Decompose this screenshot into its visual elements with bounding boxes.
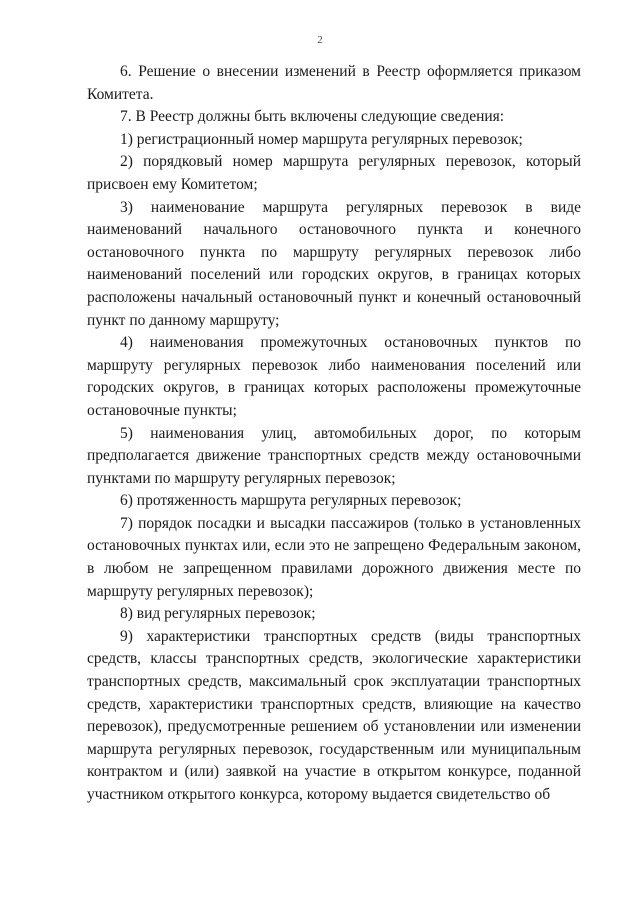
paragraph-decision-changes: 6. Решение о внесении изменений в Реестр оформляется приказом Комитета. <box>87 63 581 103</box>
list-item-transport-type: 8) вид регулярных перевозок; <box>120 605 316 623</box>
list-item-vehicle-characteristics: 9) характеристики транспортных средств (виды транспортных средств, классы транспортных средств, экологические характеристики транспортных средств, максимальный срок эксплуатации транспортных средств, характеристики транспортных средств, влияющие на качество перевозок), предусмотренные решением об установлении или изменении маршрута регулярных перевозок, государственным или муниципальным контрактом и (или) заявкой на участие в открытом конкурсе, поданной участником открытого конкурса, которому выдается свидетельство об <box>87 627 581 803</box>
list-item-route-name: 3) наименование маршрута регулярных перевозок в виде наименований начального остановочного пункта и конечного остановочного пункта по маршруту регулярных перевозок либо наименований поселений или городских округов, в границах которых расположены начальный остановочный пункт и конечный остановочный пункт по данному маршруту; <box>87 198 581 329</box>
list-item-streets-roads: 5) наименования улиц, автомобильных дорог, по которым предполагается движение транспортных средств между остановочными пунктами по маршруту регулярных перевозок; <box>87 424 581 487</box>
paragraph-registry-contents: 7. В Реестр должны быть включены следующие сведения: <box>120 108 505 126</box>
page-number: 2 <box>317 34 323 46</box>
list-item-boarding-procedure: 7) порядок посадки и высадки пассажиров (только в установленных остановочных пунктах или, если это не запрещено Федеральным законом, в любом не запрещенном правилами дорожного движения месте по маршруту регулярных перевозок); <box>87 514 581 600</box>
list-item-route-length: 6) протяженность маршрута регулярных перевозок; <box>120 492 462 510</box>
list-item-sequence-number: 2) порядковый номер маршрута регулярных перевозок, который присвоен ему Комитетом; <box>87 153 581 193</box>
list-item-registration-number: 1) регистрационный номер маршрута регулярных перевозок; <box>120 130 523 148</box>
list-item-intermediate-stops: 4) наименования промежуточных остановочных пунктов по маршруту регулярных перевозок либо наименования поселений или городских округов, в границах которых расположены промежуточные остановочные пункты; <box>87 334 581 419</box>
document-body <box>87 61 581 807</box>
